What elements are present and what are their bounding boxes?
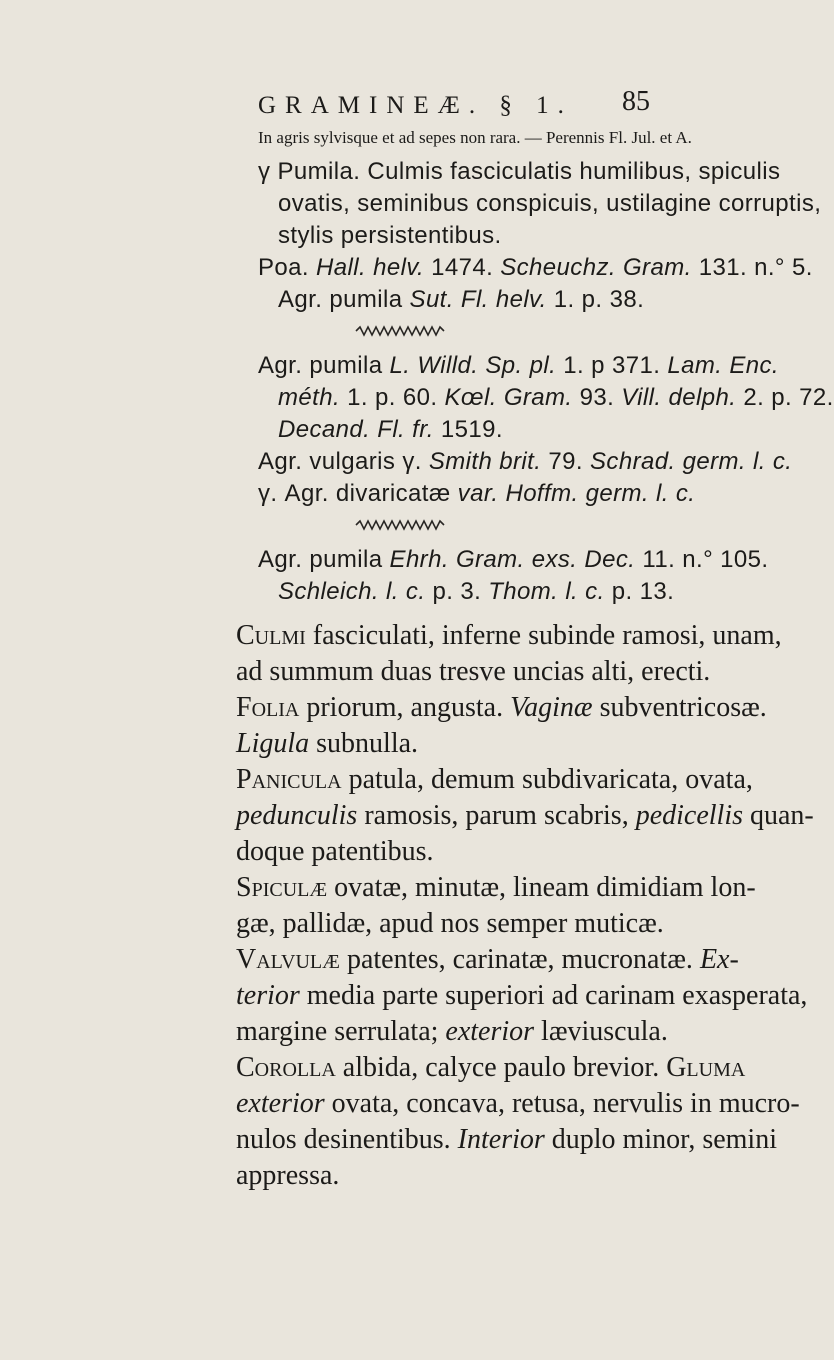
synonym-line: Agr. pumila Sut. Fl. helv. 1. p. 38. bbox=[278, 286, 645, 313]
description-line: Panicula patula, demum subdivaricata, ovata, bbox=[236, 764, 753, 795]
description-line: Corolla albida, calyce paulo brevior. Gluma bbox=[236, 1052, 746, 1083]
description-line: ad summum duas tresve uncias alti, erecti. bbox=[236, 656, 711, 687]
habitat-line: In agris sylvisque et ad sepes non rara. — Perennis Fl. Jul. et A. bbox=[258, 128, 692, 147]
description-line: appressa. bbox=[236, 1160, 340, 1191]
text-line: stylis persistentibus. bbox=[278, 222, 502, 249]
synonym-line: γ. Agr. divaricatæ var. Hoffm. germ. l. c. bbox=[258, 480, 696, 507]
description-line: Valvulæ patentes, carinatæ, mucronatæ. Ex- bbox=[236, 944, 739, 975]
ornament-divider bbox=[356, 326, 444, 336]
description-line: gæ, pallidæ, apud nos semper muticæ. bbox=[236, 908, 664, 939]
description-line: Spiculæ ovatæ, minutæ, lineam dimidiam lon- bbox=[236, 872, 756, 903]
description-line: terior media parte superiori ad carinam exasperata, bbox=[236, 980, 808, 1011]
description-line: nulos desinentibus. Interior duplo minor, semini bbox=[236, 1124, 777, 1155]
text-line: ovatis, seminibus conspicuis, ustilagine corruptis, bbox=[278, 190, 822, 217]
synonym-line: méth. 1. p. 60. Kœl. Gram. 93. Vill. delph. 2. p. 72. bbox=[278, 384, 834, 411]
running-head: GRAMINEÆ. § 1. bbox=[258, 92, 573, 119]
synonym-line: Schleich. l. c. p. 3. Thom. l. c. p. 13. bbox=[278, 578, 675, 605]
description-line: Folia priorum, angusta. Vaginæ subventricosæ. bbox=[236, 692, 767, 723]
ornament-divider bbox=[356, 520, 444, 530]
synonym-line: Poa. Hall. helv. 1474. Scheuchz. Gram. 131. n.° 5. bbox=[258, 254, 813, 281]
synonym-line: Agr. pumila Ehrh. Gram. exs. Dec. 11. n.° 105. bbox=[258, 546, 769, 573]
synonym-line: Decand. Fl. fr. 1519. bbox=[278, 416, 503, 443]
description-line: Culmi fasciculati, inferne subinde ramosi, unam, bbox=[236, 620, 782, 651]
synonym-line: Agr. pumila L. Willd. Sp. pl. 1. p 371. Lam. Enc. bbox=[258, 352, 779, 379]
description-line: Ligula subnulla. bbox=[236, 728, 419, 759]
description-line: exterior ovata, concava, retusa, nervulis in mucro- bbox=[236, 1088, 800, 1119]
variety-line: γ Pumila. Culmis fasciculatis humilibus, spiculis bbox=[258, 158, 781, 185]
description-line: pedunculis ramosis, parum scabris, pedicellis quan- bbox=[236, 800, 814, 831]
page-number: 85 bbox=[622, 86, 650, 117]
description-line: margine serrulata; exterior læviuscula. bbox=[236, 1016, 668, 1047]
synonym-line: Agr. vulgaris γ. Smith brit. 79. Schrad. germ. l. c. bbox=[258, 448, 793, 475]
description-line: doque patentibus. bbox=[236, 836, 434, 867]
